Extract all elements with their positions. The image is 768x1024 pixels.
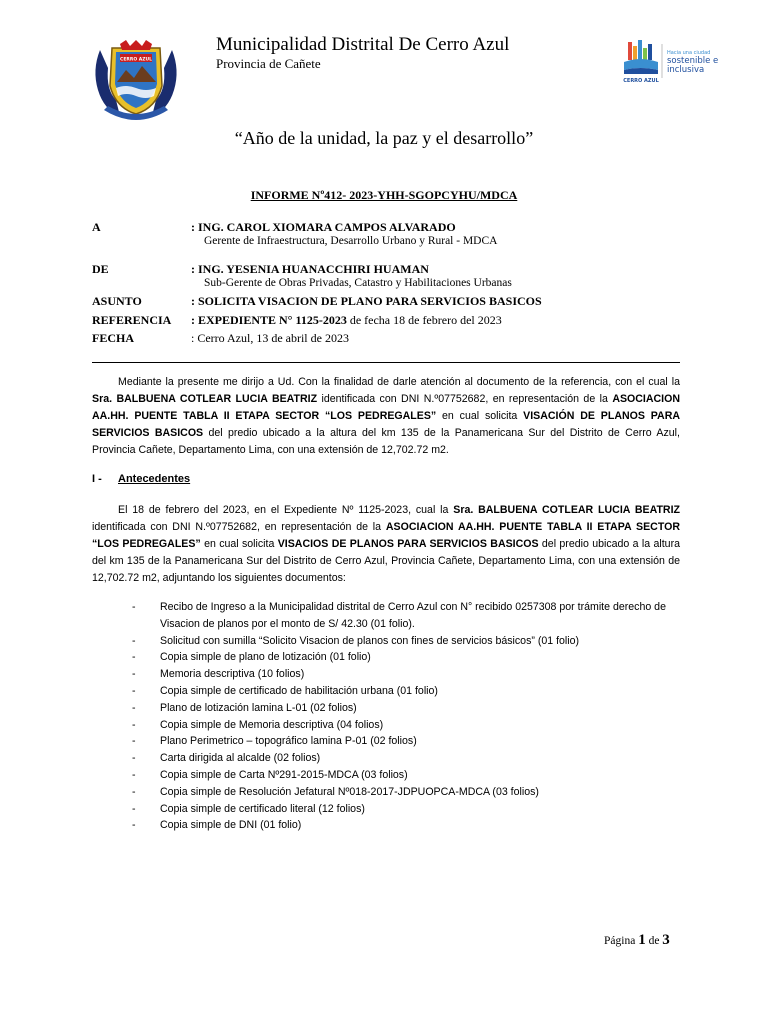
- list-item-text: Recibo de Ingreso a la Municipalidad distrital de Cerro Azul con N° recibido 0257308 por trámite derecho de Visacion de planos por el monto de S/ 42.30 (01 folio).: [160, 601, 666, 630]
- list-item: [132, 700, 692, 717]
- list-item-text: Copia simple de plano de lotización (01 folio): [160, 651, 371, 664]
- header-divider: [92, 362, 680, 363]
- list-dash: -: [132, 718, 136, 731]
- right-logo-tagline-2: sostenible e: [667, 56, 719, 66]
- list-item-text: Solicitud con sumilla “Solicito Visacion de planos con fines de servicios básicos” (01 folio): [160, 634, 580, 647]
- list-item: [132, 649, 692, 666]
- list-item-text: Memoria descriptiva (10 folios): [160, 668, 305, 681]
- list-item-text: Copia simple de Memoria descriptiva (04 folios): [160, 718, 384, 731]
- reference-value: [191, 313, 502, 328]
- municipal-shield-icon: [90, 40, 182, 122]
- reference-label: REFERENCIA: [92, 313, 172, 327]
- list-item-text: Copia simple de certificado de habilitación urbana (01 folio): [160, 684, 438, 697]
- list-item-text: Copia simple de Carta Nº291-2015-MDCA (03 folios): [160, 768, 408, 781]
- antecedentes-text-1: El 18 de febrero del 2023, en el Expediente Nº 1125-2023, cual la: [118, 504, 454, 516]
- antecedentes-text-2: identificada con DNI N.º07752682, en representación de la: [92, 521, 386, 533]
- list-item-text: Carta dirigida al alcalde (02 folios): [160, 752, 321, 765]
- subject-value: : SOLICITA VISACION DE PLANO PARA SERVICIOS BASICOS: [191, 294, 542, 308]
- from-value: : ING. YESENIA HUANACCHIRI HUAMAN: [191, 262, 429, 276]
- to-value: : ING. CAROL XIOMARA CAMPOS ALVARADO: [191, 220, 456, 234]
- cerro-azul-brand-icon: [618, 38, 728, 86]
- list-item: [132, 599, 692, 633]
- page-word: Página: [604, 935, 636, 947]
- date-value: : Cerro Azul, 13 de abril de 2023: [191, 331, 349, 345]
- list-item-text: Plano de lotización lamina L-01 (02 folios): [160, 701, 357, 714]
- page-number: [604, 932, 670, 949]
- intro-text-4: del predio ubicado a la altura del km 135 de la Panamericana Sur del Distrito de Cerro Azul, Provincia Cañete, Departamento Lima, con una extensión de 12,702.72 m2.: [92, 427, 680, 456]
- list-item: [132, 683, 692, 700]
- list-dash: -: [132, 634, 136, 647]
- right-logo-tagline-1: Hacia una ciudad: [667, 50, 711, 56]
- list-item: [132, 666, 692, 683]
- page-total: 3: [662, 932, 670, 948]
- list-item-text: Copia simple de Resolución Jefatural Nº018-2017-JDPUOPCA-MDCA (03 folios): [160, 785, 539, 798]
- left-logo-text: CERRO AZUL: [120, 57, 152, 63]
- list-dash: -: [132, 785, 136, 798]
- to-label: A: [92, 220, 101, 234]
- intro-text-2: identificada con DNI N.º07752682, en representación de la: [317, 393, 613, 405]
- intro-paragraph: [92, 374, 680, 459]
- page-of-word: de: [648, 935, 660, 947]
- antecedentes-request: VISACIOS DE PLANOS PARA SERVICIOS BASICOS: [277, 538, 539, 550]
- list-item: [132, 801, 692, 818]
- list-dash: -: [132, 701, 136, 714]
- list-dash: -: [132, 601, 136, 613]
- list-dash: -: [132, 802, 136, 815]
- list-item: [132, 717, 692, 734]
- antecedentes-text-3: en cual solicita: [200, 538, 278, 550]
- list-dash: -: [132, 819, 136, 832]
- to-position: Gerente de Infraestructura, Desarrollo Urbano y Rural - MDCA: [204, 235, 498, 247]
- intro-text-3: en cual solicita: [436, 410, 524, 422]
- reference-expediente: : EXPEDIENTE N° 1125-2023: [191, 313, 347, 327]
- list-item-text: Copia simple de certificado literal (12 folios): [160, 802, 365, 815]
- list-item: [132, 733, 692, 750]
- list-item: [132, 817, 692, 834]
- section-title: Antecedentes: [118, 473, 191, 485]
- intro-request: VISACIÓN DE PLANOS PARA SERVICIOS BASICOS: [92, 410, 680, 439]
- right-logo-caption: CERRO AZUL: [623, 78, 659, 84]
- province-name: Provincia de Cañete: [216, 56, 321, 71]
- org-name: Municipalidad Distrital De Cerro Azul: [216, 34, 510, 55]
- list-item: [132, 784, 692, 801]
- page-current: 1: [638, 932, 646, 948]
- antecedentes-person: Sra. BALBUENA COTLEAR LUCIA BEATRIZ: [453, 504, 680, 516]
- list-dash: -: [132, 752, 136, 765]
- list-item: [132, 633, 692, 650]
- subject-label: ASUNTO: [92, 294, 142, 308]
- list-dash: -: [132, 668, 136, 681]
- antecedentes-text-4: del predio ubicado a la altura del km 135 de la Panamericana Sur del Distrito de Cerro Azul, Provincia Cañete, Departamento Lima, con una extensión de 12,702.72 m2, adjuntando los siguientes documentos:: [92, 538, 680, 584]
- list-dash: -: [132, 651, 136, 664]
- documents-list: [132, 599, 692, 834]
- intro-person: Sra. BALBUENA COTLEAR LUCIA BEATRIZ: [92, 393, 318, 405]
- section-number: I -: [92, 473, 102, 485]
- antecedentes-association: ASOCIACION AA.HH. PUENTE TABLA II ETAPA SECTOR “LOS PEDREGALES”: [92, 521, 680, 550]
- intro-text-1: Mediante la presente me dirijo a Ud. Con la finalidad de darle atención al documento de la referencia, con el cual la: [118, 376, 680, 388]
- intro-association: ASOCIACION AA.HH. PUENTE TABLA II ETAPA SECTOR “LOS PEDREGALES”: [92, 393, 681, 422]
- from-position: Sub-Gerente de Obras Privadas, Catastro y Habilitaciones Urbanas: [204, 277, 512, 289]
- list-dash: -: [132, 768, 136, 781]
- list-item-text: Plano Perimetrico – topográfico lamina P-01 (02 folios): [160, 735, 417, 748]
- year-motto: “Año de la unidad, la paz y el desarrollo”: [234, 128, 534, 148]
- from-label: DE: [92, 262, 109, 276]
- reference-date: de fecha 18 de febrero del 2023: [346, 313, 502, 327]
- report-title: INFORME Nº412- 2023-YHH-SGOPCYHU/MDCA: [250, 188, 518, 202]
- antecedentes-paragraph: [92, 502, 680, 587]
- list-item: [132, 767, 692, 784]
- list-item: [132, 750, 692, 767]
- list-item-text: Copia simple de DNI (01 folio): [160, 819, 302, 832]
- list-dash: -: [132, 684, 136, 697]
- list-dash: -: [132, 735, 136, 748]
- date-label: FECHA: [92, 331, 134, 345]
- right-logo-tagline-3: inclusiva: [667, 65, 705, 75]
